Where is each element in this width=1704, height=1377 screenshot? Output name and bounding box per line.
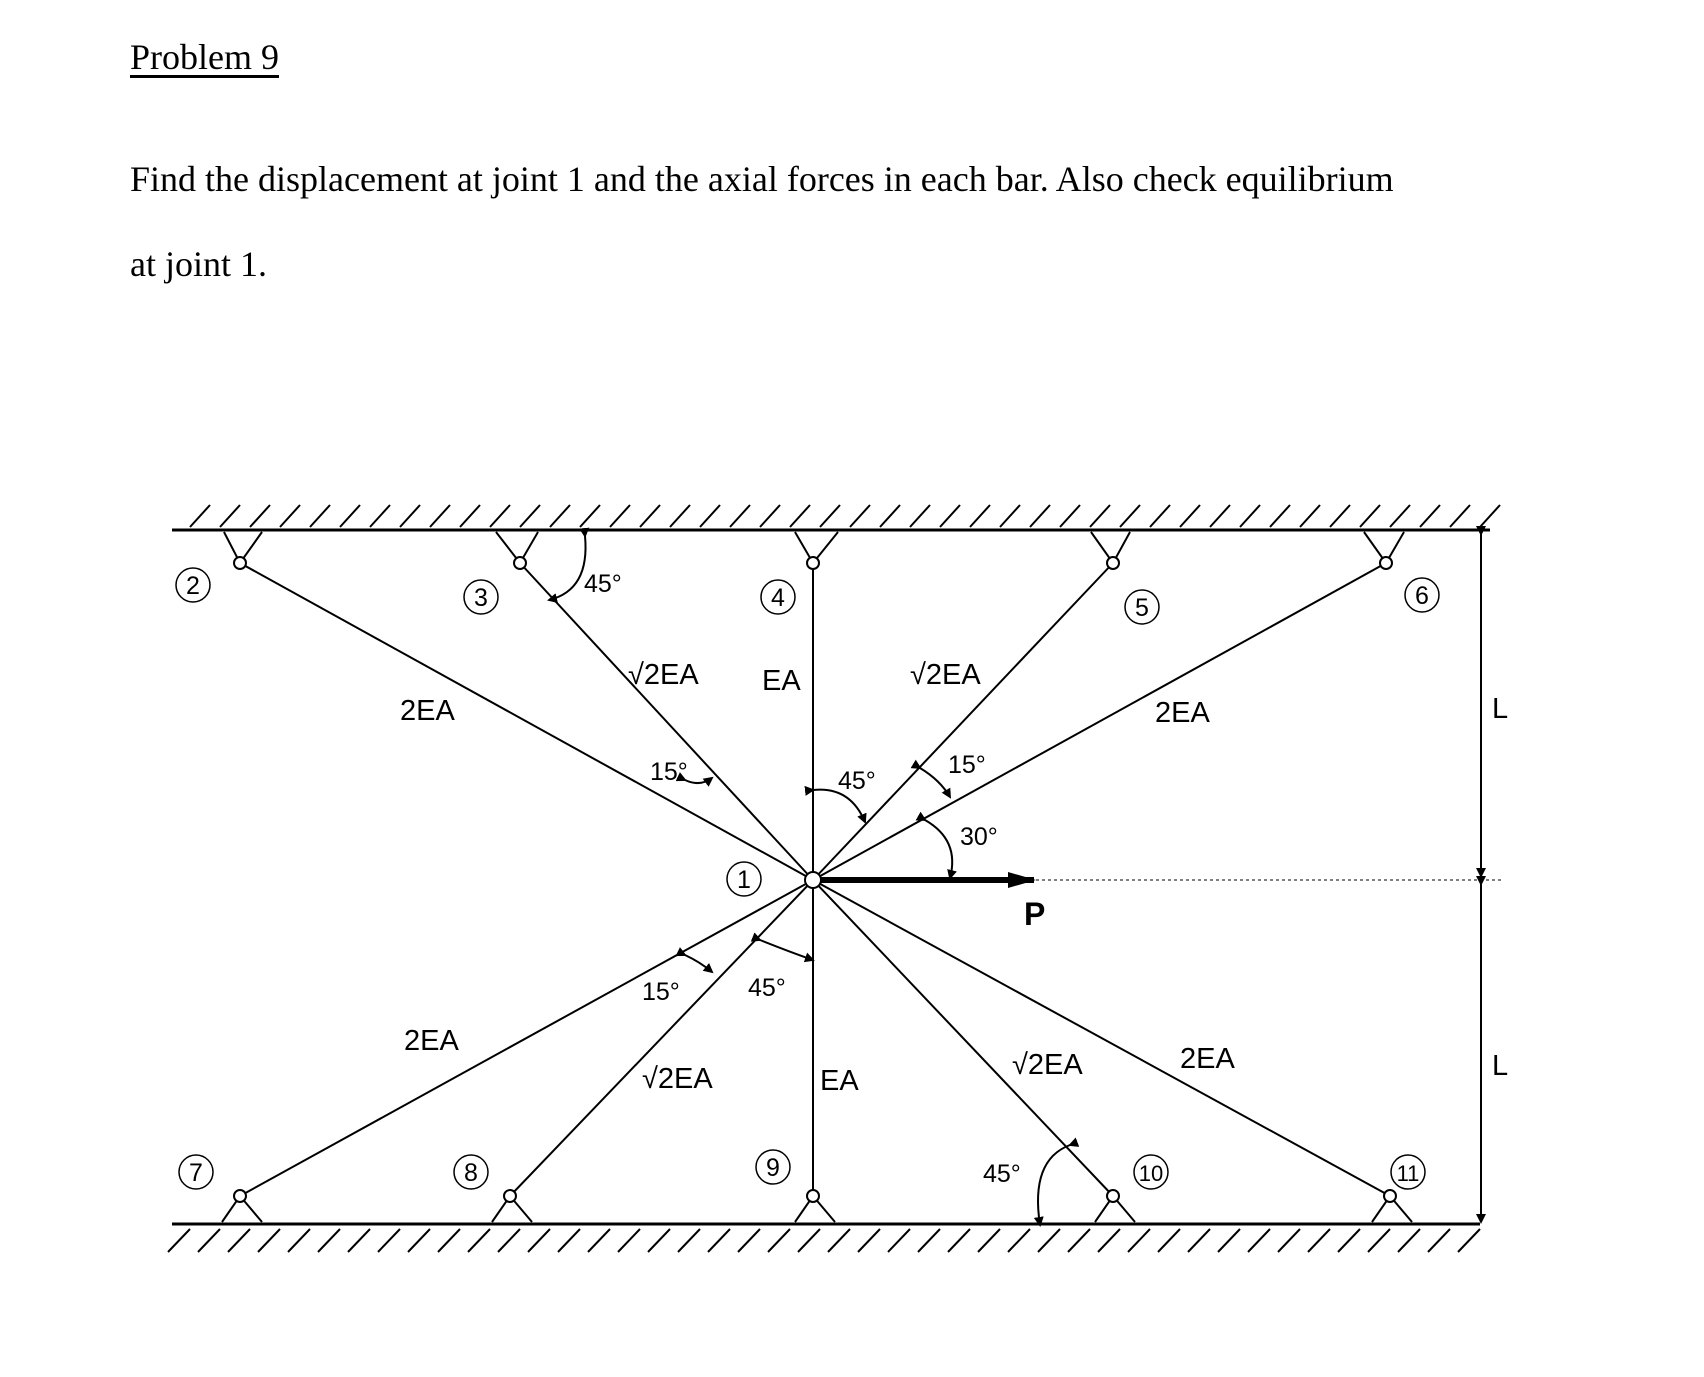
problem-title: Problem 9 <box>130 37 279 77</box>
joint-8-number: 8 <box>464 1159 478 1187</box>
arc-15-lower-left <box>685 955 712 972</box>
bottom-ground <box>168 1224 1480 1252</box>
joint-11-number: 11 <box>1396 1161 1420 1186</box>
problem-statement-line-2: at joint 1. <box>130 244 267 284</box>
joint-6-number: 6 <box>1415 582 1429 610</box>
joint-5-number: 5 <box>1135 594 1149 622</box>
arc-45-top <box>549 536 586 600</box>
problem-statement-line-1: Find the displacement at joint 1 and the axial forces in each bar. Also check equilibrium <box>130 159 1394 199</box>
bar-5-label: √2EA <box>910 659 981 691</box>
joint-2-number: 2 <box>186 572 200 600</box>
pin-4 <box>807 557 819 569</box>
bar-10 <box>813 880 1113 1196</box>
bar-4-label: EA <box>762 665 801 697</box>
angle-45-lower-left: 45° <box>748 974 786 1002</box>
joint-4-number: 4 <box>771 584 785 612</box>
angle-30: 30° <box>960 823 998 851</box>
arc-45-lower-left <box>760 940 813 960</box>
bar-7-label: 2EA <box>404 1025 459 1057</box>
bar-8 <box>510 880 813 1196</box>
bar-10-label: √2EA <box>1012 1049 1083 1081</box>
joint-10-number: 10 <box>1138 1161 1164 1186</box>
pin-8 <box>504 1190 516 1202</box>
bar-7 <box>240 880 813 1196</box>
bar-3-label: √2EA <box>628 659 699 691</box>
joint-1-number: 1 <box>737 866 751 894</box>
pin-5 <box>1107 557 1119 569</box>
arc-45-bottom <box>1038 1145 1070 1225</box>
pin-2 <box>234 557 246 569</box>
angle-45-top: 45° <box>584 570 622 598</box>
angle-45-upper-right: 45° <box>838 767 876 795</box>
bar-9-label: EA <box>820 1065 859 1097</box>
bar-11 <box>813 880 1390 1196</box>
pin-9 <box>807 1190 819 1202</box>
load-label: P <box>1024 896 1046 932</box>
pin-7 <box>234 1190 246 1202</box>
angle-15-upper-right: 15° <box>948 751 986 779</box>
arc-15-upper-right <box>920 768 950 797</box>
bar-8-label: √2EA <box>642 1063 713 1095</box>
pin-3 <box>514 557 526 569</box>
angle-45-bottom: 45° <box>983 1160 1021 1188</box>
bar-2-label: 2EA <box>400 695 455 727</box>
pin-1 <box>805 872 821 888</box>
joint-3-number: 3 <box>474 584 488 612</box>
arc-30 <box>925 820 952 878</box>
pin-10 <box>1107 1190 1119 1202</box>
joint-7-number: 7 <box>189 1159 203 1187</box>
bar-2 <box>240 563 813 880</box>
angle-15-lower-left: 15° <box>642 978 680 1006</box>
bar-11-label: 2EA <box>1180 1043 1235 1075</box>
bar-6-label: 2EA <box>1155 697 1210 729</box>
bar-6 <box>813 563 1386 880</box>
top-ground <box>172 505 1500 530</box>
arc-15-upper-left <box>685 778 712 783</box>
dim-lower-label: L <box>1492 1050 1509 1082</box>
dim-upper-label: L <box>1492 693 1509 725</box>
pin-6 <box>1380 557 1392 569</box>
joint-9-number: 9 <box>766 1154 780 1182</box>
pin-11 <box>1384 1190 1396 1202</box>
angle-15-upper-left: 15° <box>650 758 688 786</box>
